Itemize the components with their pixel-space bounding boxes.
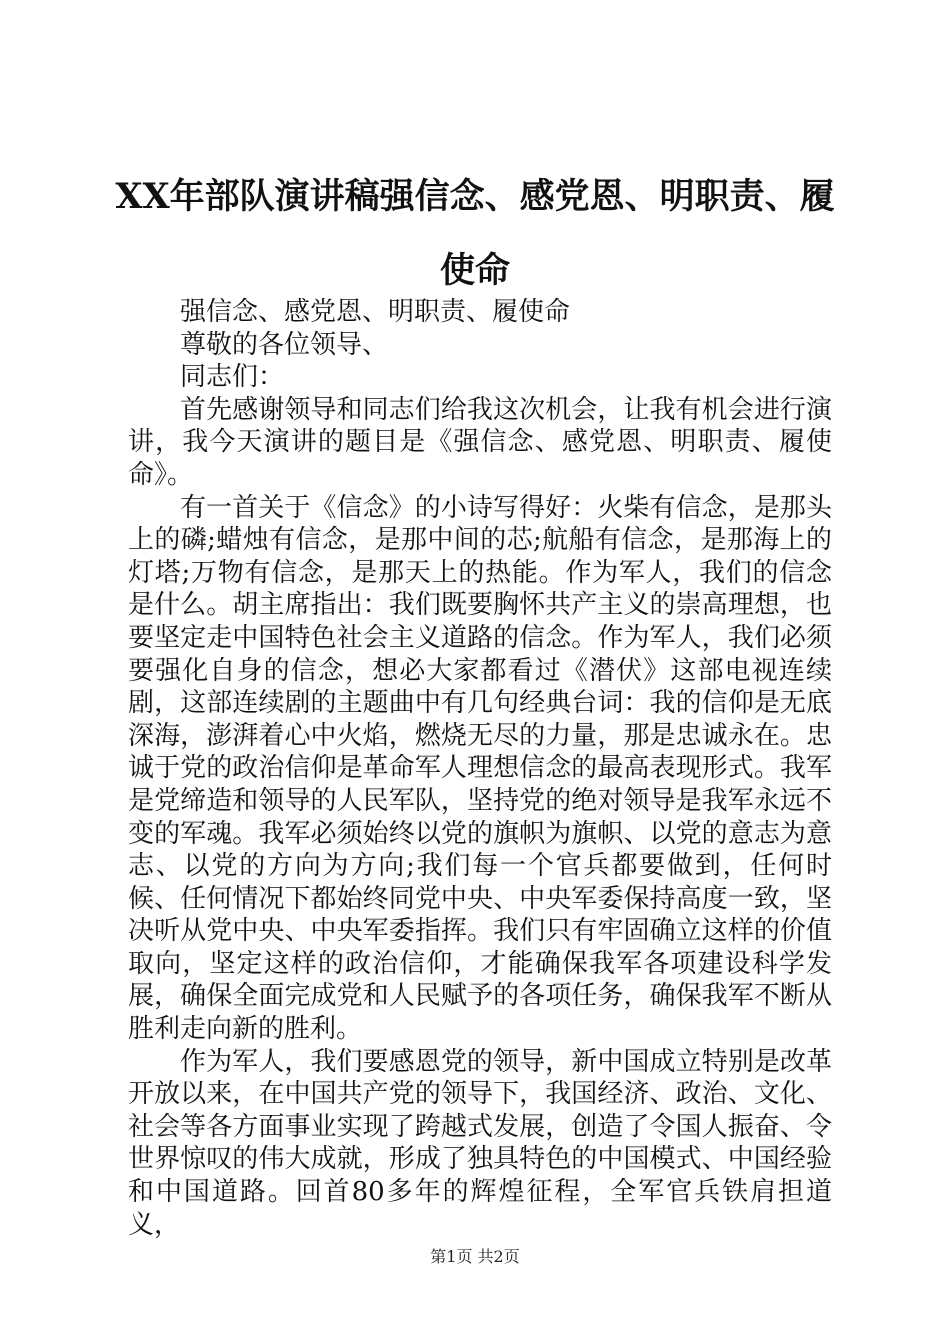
document-title: XX年部队演讲稿强信念、感党恩、明职责、履使命 xyxy=(115,176,835,291)
subtitle-paragraph: 强信念、感党恩、明职责、履使命 xyxy=(180,297,571,327)
salutation-paragraph: 尊敬的各位领导、 xyxy=(180,329,389,360)
body-paragraph: 首先感谢领导和同志们给我这次机会，让我有机会进行演讲，我今天演讲的题目是《强信念、感党恩、明职责、履使命》。 xyxy=(128,394,832,490)
salutation-paragraph: 同志们： xyxy=(180,362,285,393)
body-paragraph: 作为军人，我们要感恩党的领导，新中国成立特别是改革开放以来，在中国共产党的领导下，我国经济、政治、文化、社会等各方面事业实现了跨越式发展，创造了令国人振奋、令世界惊叹的伟大成就，形成了独具特色的中国模式、中国经验和中国道路。回首80多年的辉煌征程，全军官兵铁肩担道义， xyxy=(128,1046,832,1240)
body-paragraph: 有一首关于《信念》的小诗写得好：火柴有信念，是那头上的磷;蜡烛有信念，是那中间的芯;航船有信念，是那海上的灯塔;万物有信念，是那天上的热能。作为军人，我们的信念是什么。胡主席指出：我们既要胸怀共产主义的崇高理想，也要坚定走中国特色社会主义道路的信念。作为军人，我们必须要强化自身的信念，想必大家都看过《潜伏》这部电视连续剧，这部连续剧的主题曲中有几句经典台词：我的信仰是无底深海，澎湃着心中火焰，燃烧无尽的力量，那是忠诚永在。忠诚于党的政治信仰是革命军人理想信念的最高表现形式。我军是党缔造和领导的人民军队，坚持党的绝对领导是我军永远不变的军魂。我军必须始终以党的旗帜为旗帜、以党的意志为意志、以党的方向为方向;我们每一个官兵都要做到，任何时候、任何情况下都始终同党中央、中央军委保持高度一致，坚决听从党中央、中央军委指挥。我们只有牢固确立这样的价值取向，坚定这样的政治信仰，才能确保我军各项建设科学发展，确保全面完成党和人民赋予的各项任务，确保我军不断从胜利走向新的胜利。 xyxy=(128,492,832,1045)
page-number-footer: 第1页 共2页 xyxy=(430,1247,520,1266)
document-body xyxy=(128,296,832,1241)
